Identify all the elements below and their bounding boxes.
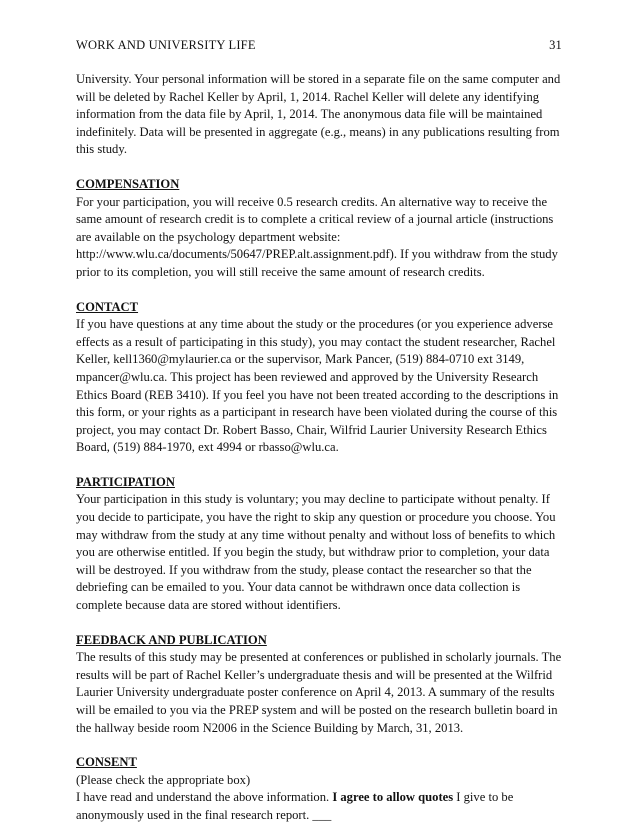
contact-paragraph: If you have questions at any time about the study or the procedures (or you experience adverse effects as a result of participating in this study), you may contact the student researcher, Rachel Keller, kell1360@mylaurier.ca or the supervisor, Mark Pancer, (519) 884-0710 ext 3149, mpancer@wlu.ca. This project has been reviewed and approved by the University Research Ethics Board (REB 3410). If you feel you have not been treated according to the descriptions in this form, or your rights as a participant in research have been violated during the course of this project, you may contact Dr. Robert Basso, Chair, Wilfrid Laurier University Research Ethics Board, (519) 884-1970, ext 4994 or rbasso@wlu.ca. xyxy=(76,317,559,455)
compensation-section xyxy=(76,176,562,282)
participation-section xyxy=(76,474,562,615)
participation-paragraph: Your participation in this study is voluntary; you may decline to participate without penalty. If you decide to participate, you have the right to skip any question or procedure you choose. You may withdraw from the study at any time without penalty and without loss of benefits to which you are otherwise entitled. If you begin the study, but withdraw prior to completion, your data will be destroyed. If you withdraw from the study, please contact the researcher so that the debriefing can be emailed to you. Your data cannot be withdrawn once data collection is complete because data are stored without identifiers. xyxy=(76,492,556,613)
feedback-section xyxy=(76,632,562,738)
consent-heading: CONSENT xyxy=(76,755,137,770)
consent-text-b: I give to be anonymously used in the final research report. ___ xyxy=(76,790,514,822)
intro-section xyxy=(76,71,562,159)
consent-statement xyxy=(76,789,562,824)
running-title: WORK AND UNIVERSITY LIFE xyxy=(76,38,256,52)
compensation-text-a: For your participation, you will receive 0.5 research credits. An alternative way to receive the same amount of research credit is to complete a critical review of a journal article (instructions are available on the psychology department website: xyxy=(76,194,554,244)
consent-quotes-bold: I agree to allow quotes xyxy=(332,790,454,805)
participation-heading: PARTICIPATION xyxy=(76,474,175,489)
consent-section xyxy=(76,754,562,824)
intro-paragraph: University. Your personal information will be stored in a separate file on the same computer and will be deleted by Rachel Keller by April, 1, 2014. Rachel Keller will delete any identifying information from the data file by April, 1, 2014. The anonymous data file will be maintained indefinitely. Data will be presented in aggregate (e.g., means) in any publications resulting from this study. xyxy=(76,72,561,157)
consent-text-a: I have read and understand the above information. xyxy=(76,790,333,805)
contact-heading: CONTACT xyxy=(76,299,139,314)
psychology-assignment-url: http://www.wlu.ca/documents/50647/PREP.alt.assignment.pdf xyxy=(76,247,390,262)
compensation-text-b: ). If you withdraw from the study prior to its completion, you will still receive the same amount of research credits. xyxy=(76,247,558,279)
consent-instruction: (Please check the appropriate box) xyxy=(76,772,251,787)
feedback-paragraph: The results of this study may be presented at conferences or published in scholarly journals. The results will be part of Rachel Keller’s undergraduate thesis and will be presented at the Wilfrid Laurier University undergraduate poster conference on April 4, 2013. A summary of the results will be emailed to you via the PREP system and will be posted on the research bulletin board in the hallway beside room N2006 in the Science Building by March, 31, 2013. xyxy=(76,650,562,735)
feedback-heading: FEEDBACK AND PUBLICATION xyxy=(76,632,267,647)
page-number: 31 xyxy=(549,38,562,52)
contact-section xyxy=(76,299,562,457)
running-head xyxy=(76,38,562,53)
compensation-paragraph xyxy=(76,194,562,282)
compensation-heading: COMPENSATION xyxy=(76,176,180,191)
